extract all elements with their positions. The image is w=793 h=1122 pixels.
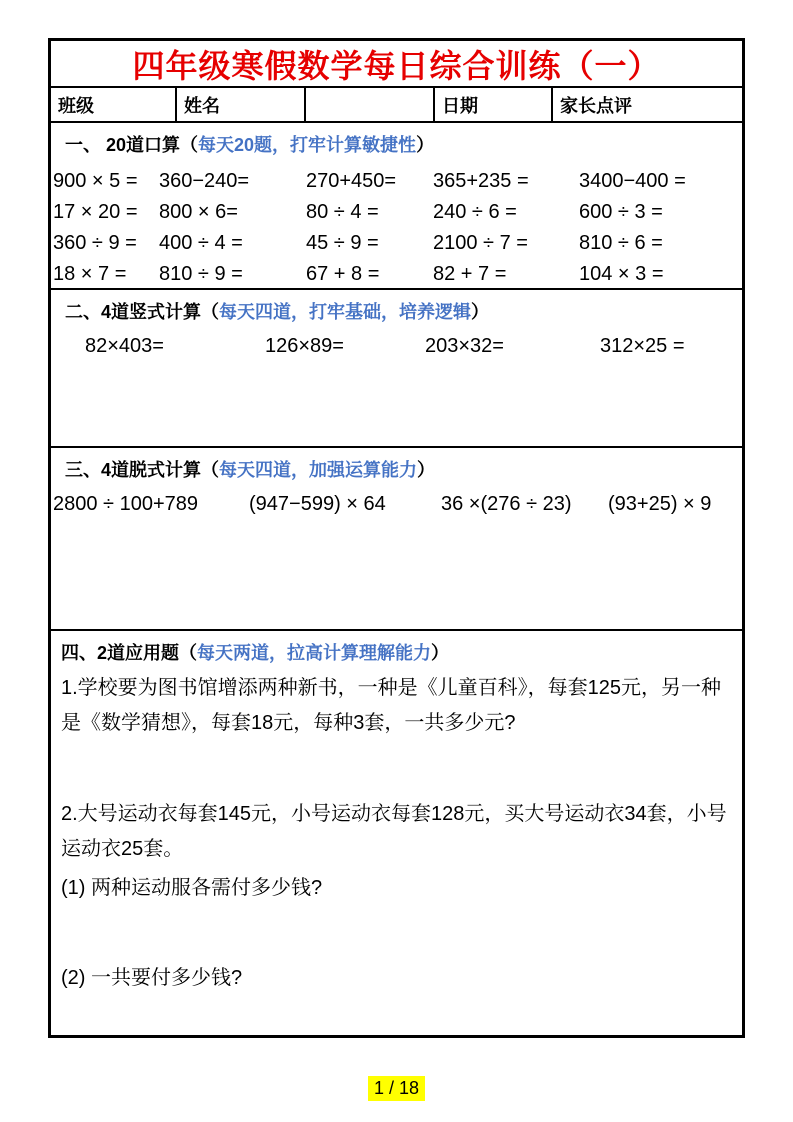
math-problem: 270+450= bbox=[306, 170, 397, 192]
math-problem: 126×89= bbox=[265, 335, 344, 357]
paren-open: （ bbox=[201, 302, 220, 322]
math-problem: 365+235 = bbox=[433, 170, 529, 192]
math-problem: 67 + 8 = bbox=[306, 263, 380, 285]
section-word-problems bbox=[51, 631, 742, 1033]
math-problem: 82×403= bbox=[85, 335, 164, 357]
math-problem: 400 ÷ 4 = bbox=[159, 232, 243, 254]
math-problem: 82 + 7 = bbox=[433, 263, 507, 285]
word-problem-1: 1.学校要为图书馆增添两种新书，一种是《儿童百科》，每套125元，另一种是《数学猜想》，每套18元，每种3套，一共多少元? bbox=[61, 677, 722, 734]
math-problem: 18 × 7 = bbox=[53, 263, 127, 285]
section-word-header bbox=[51, 639, 449, 665]
info-cell-date: 日期 bbox=[435, 88, 553, 121]
math-problem: 800 × 6= bbox=[159, 201, 238, 223]
math-problem: 2100 ÷ 7 = bbox=[433, 232, 528, 254]
info-cell-blank bbox=[306, 88, 435, 121]
paren-open: （ bbox=[179, 643, 198, 663]
math-problem: (93+25) × 9 bbox=[608, 493, 712, 515]
oral-problem-grid bbox=[51, 166, 742, 290]
word-problem-2: 2.大号运动衣每套145元，小号运动衣每套128元，买大号运动衣34套，小号运动衣25套。 bbox=[61, 803, 727, 860]
section-vertical-note: 每天四道，打牢基础，培养逻辑 bbox=[219, 302, 472, 322]
page-number: 1 / 18 bbox=[368, 1076, 425, 1101]
worksheet-title: 四年级寒假数学每日综合训练（一） bbox=[132, 47, 661, 84]
section-stepwise-note: 每天四道，加强运算能力 bbox=[219, 460, 418, 480]
math-problem: 240 ÷ 6 = bbox=[433, 201, 517, 223]
paren-close: ） bbox=[416, 135, 435, 155]
section-vertical-calculation bbox=[51, 290, 742, 448]
vertical-problem-row bbox=[51, 335, 742, 358]
section-stepwise-header bbox=[51, 448, 742, 482]
paren-close: ） bbox=[471, 302, 490, 322]
paren-close: ） bbox=[431, 643, 450, 663]
math-problem: 3400−400 = bbox=[579, 170, 686, 192]
math-problem: 2800 ÷ 100+789 bbox=[53, 493, 198, 515]
student-info-row bbox=[51, 88, 742, 123]
math-problem: 80 ÷ 4 = bbox=[306, 201, 379, 223]
info-cell-class: 班级 bbox=[51, 88, 177, 121]
math-problem: 104 × 3 = bbox=[579, 263, 664, 285]
page-footer bbox=[0, 1076, 793, 1101]
math-problem: 203×32= bbox=[425, 335, 504, 357]
math-problem: 36 ×(276 ÷ 23) bbox=[441, 493, 572, 515]
word-problem-2-question-1: (1) 两种运动服各需付多少钱? bbox=[61, 877, 323, 899]
section-oral-note: 每天20题，打牢计算敏捷性 bbox=[198, 135, 417, 155]
math-problem: 360 ÷ 9 = bbox=[53, 232, 137, 254]
section-word-note: 每天两道，拉高计算理解能力 bbox=[197, 643, 432, 663]
math-problem: 312×25 = bbox=[600, 335, 685, 357]
math-problem: 17 × 20 = bbox=[53, 201, 138, 223]
math-problem: 600 ÷ 3 = bbox=[579, 201, 663, 223]
worksheet-page bbox=[48, 38, 745, 1038]
math-problem: 45 ÷ 9 = bbox=[306, 232, 379, 254]
section-oral-header bbox=[51, 123, 742, 157]
paren-open: （ bbox=[180, 135, 199, 155]
info-cell-parent-comment: 家长点评 bbox=[560, 95, 632, 116]
section-word-heading: 四、2道应用题 bbox=[61, 643, 180, 663]
section-stepwise-calculation bbox=[51, 448, 742, 631]
title-row bbox=[51, 41, 742, 88]
math-problem: 900 × 5 = bbox=[53, 170, 138, 192]
paren-open: （ bbox=[201, 460, 220, 480]
stepwise-problem-row bbox=[51, 493, 742, 516]
section-oral-calculation bbox=[51, 123, 742, 290]
math-problem: 810 ÷ 6 = bbox=[579, 232, 663, 254]
section-stepwise-heading: 三、4道脱式计算 bbox=[65, 460, 202, 480]
section-oral-heading: 一、 20道口算 bbox=[65, 135, 181, 155]
paren-close: ） bbox=[417, 460, 436, 480]
word-problem-2-question-2: (2) 一共要付多少钱? bbox=[61, 967, 243, 989]
math-problem: 360−240= bbox=[159, 170, 250, 192]
info-cell-name: 姓名 bbox=[177, 88, 306, 121]
math-problem: 810 ÷ 9 = bbox=[159, 263, 243, 285]
section-vertical-header bbox=[51, 290, 742, 324]
section-vertical-heading: 二、4道竖式计算 bbox=[65, 302, 202, 322]
math-problem: (947−599) × 64 bbox=[249, 493, 386, 515]
